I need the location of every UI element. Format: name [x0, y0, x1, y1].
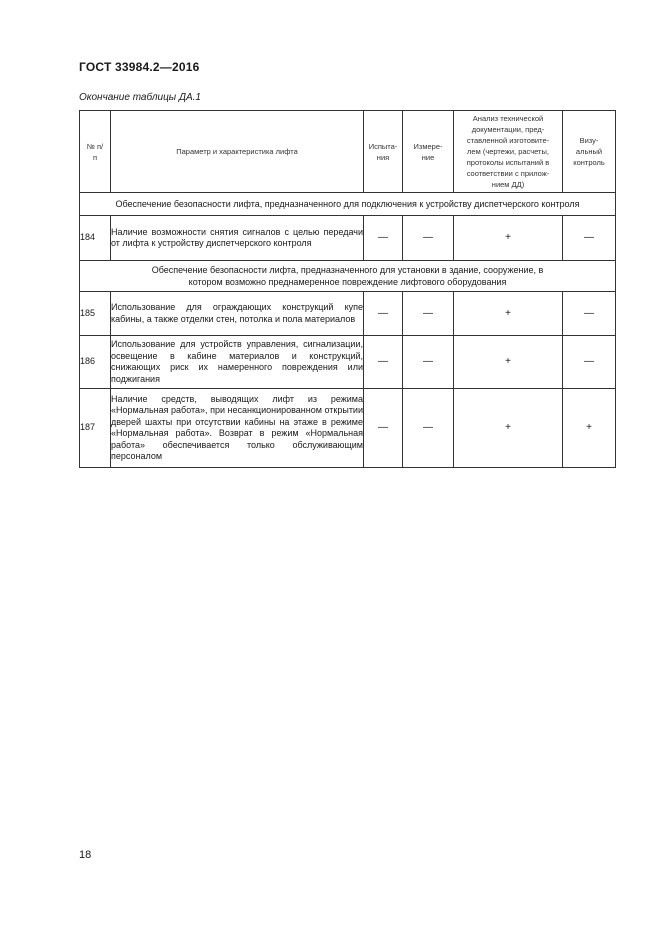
row-testing: — [364, 292, 403, 336]
row-documentation-analysis: + [454, 336, 563, 389]
section-title: Обеспечение безопасности лифта, предназначенного для подключения к устройству диспетчерского контроля [80, 193, 616, 216]
section-title [80, 261, 616, 292]
row-documentation-analysis: + [454, 216, 563, 261]
table-row [80, 216, 616, 261]
section-row [80, 261, 616, 292]
row-testing: — [364, 216, 403, 261]
section-row [80, 193, 616, 216]
header-documentation-analysis: Анализ технической документации, пред- ставленной изготовите- лем (чертежи, расчеты, протоколы испытаний в соответствии с прилож- нием ДД) [454, 111, 563, 193]
table-caption: Окончание таблицы ДА.1 [79, 92, 201, 103]
row-testing: — [364, 389, 403, 468]
header-row [80, 111, 616, 193]
row-parameter: Использование для ограждающих конструкций купе кабины, а также отделки стен, потолка и пола материалов [111, 292, 364, 336]
row-measurement: — [403, 216, 454, 261]
row-documentation-analysis: + [454, 292, 563, 336]
header-number: № п/п [80, 111, 111, 193]
row-measurement: — [403, 336, 454, 389]
row-parameter: Наличие средств, выводящих лифт из режима «Нормальная работа», при несанкционированном открытии дверей шахты при отсутствии кабины на этаже в режиме «Нормальная работа». Возврат в режим «Нормальная работа» обеспечивается только обслуживающим персоналом [111, 389, 364, 468]
header-testing: Испыта- ния [364, 111, 403, 193]
row-testing: — [364, 336, 403, 389]
table-row [80, 292, 616, 336]
header-visual-control: Визу- альный контроль [563, 111, 616, 193]
row-number: 186 [80, 336, 111, 389]
row-documentation-analysis: + [454, 389, 563, 468]
row-visual-control: + [563, 389, 616, 468]
page-number: 18 [79, 849, 92, 861]
row-visual-control: — [563, 292, 616, 336]
row-visual-control: — [563, 336, 616, 389]
row-parameter: Наличие возможности снятия сигналов с целью передачи от лифта к устройству диспетчерского контроля [111, 216, 364, 261]
row-visual-control: — [563, 216, 616, 261]
row-parameter: Использование для устройств управления, сигнализации, освещение в кабине материалов и конструкций, снижающих риск их намеренного повреждения или поджигания [111, 336, 364, 389]
header-parameter: Параметр и характеристика лифта [111, 111, 364, 193]
requirements-table [79, 110, 616, 468]
row-measurement: — [403, 389, 454, 468]
section-title-text: Обеспечение безопасности лифта, предназначенного для установки в здание, сооружение, в котором возможно преднамеренное повреждение лифтового оборудования [151, 265, 544, 287]
document-header: ГОСТ 33984.2—2016 [79, 60, 200, 74]
row-measurement: — [403, 292, 454, 336]
header-measurement: Измере- ние [403, 111, 454, 193]
table-row [80, 336, 616, 389]
table-row [80, 389, 616, 468]
row-number: 185 [80, 292, 111, 336]
row-number: 184 [80, 216, 111, 261]
row-number: 187 [80, 389, 111, 468]
